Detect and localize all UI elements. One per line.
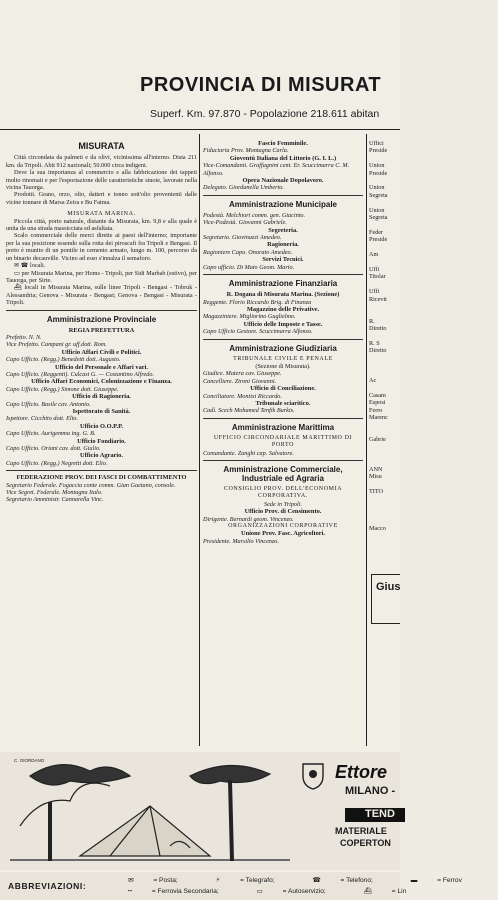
ragioniere-capo: Ragioniere Capo. Onorato Amedeo. <box>203 248 293 256</box>
header-rule <box>0 129 400 130</box>
right-column-line: Uffici <box>369 140 384 147</box>
privative-title: Magazzino delle Privative. <box>246 305 320 313</box>
cadi: Cadì. Scech Mohamed Tenfik Burkis. <box>203 407 295 415</box>
ad-coperton: COPERTON <box>340 838 391 848</box>
dogana-reggente: Reggente. Florio Riccardo Brig. di Finanza <box>203 298 312 306</box>
advertisement-banner <box>0 752 400 870</box>
post-icon: ✉ <box>14 262 20 270</box>
vice-podesta: Vice-Podestà. Giovanni Gabriele. <box>203 219 287 227</box>
ship-icon: ⛴ <box>363 888 372 895</box>
right-column-line: Segreta <box>369 191 388 199</box>
ship-lines: locali in Misurata Marina, sulle linee Tripoli - Bengasi - Tobruk - Alessandria; Genova - Misurata - Bengasi; Genova - Bengasi - Misurata - Tripoli. <box>6 284 197 307</box>
gil-vice: Vice-Comandanti. Graffagnini cent. Er. Scuccimarra C. M. Alfonso. <box>203 162 350 177</box>
city-description-2: Deve la sua importanza al commercio e alla fabbricazione dei tappeti molto rinomati e per l'esportazione delle caratteristiche stuoie, lavorate nella vicina Tauorga. <box>6 169 197 192</box>
vice-prefetto: Vice Prefetto. Campani gr. uff.dott. Rom. <box>6 341 107 349</box>
right-column-line <box>369 310 400 317</box>
right-column-line: Macco <box>369 525 386 533</box>
right-column-line <box>369 199 400 206</box>
privative-magazziniere: Magazziniere. Migliorino Guglielmo. <box>203 313 296 321</box>
vice-segretario: Vice Segret. Federale. Montagna Italo. <box>6 489 103 497</box>
agrario-capo: Capo Ufficio. (Regg.) Negretti dott. Elio. <box>6 459 108 467</box>
abbr-autoservizio: = Autoservizio; <box>282 888 326 895</box>
abbr-telegrafo: = Telegrafo; <box>240 877 275 884</box>
right-column-line: Am <box>369 251 379 259</box>
railway-icon: ▬ <box>410 877 418 884</box>
abbr-ferrovia: = Ferrov <box>437 877 462 884</box>
telegraph-icon: ⚡ <box>215 877 221 884</box>
right-column-line <box>369 333 400 340</box>
city-title: MISURATA <box>78 141 125 151</box>
ad-materiale: MATERIALE <box>335 826 387 836</box>
right-column-line <box>369 259 400 266</box>
tribunale-title: TRIBUNALE CIVILE E PENALE <box>233 355 333 362</box>
ragioneria-mun-title: Ragioneria. <box>267 241 299 249</box>
oopp-title: Ufficio O.O.P.P. <box>79 422 124 430</box>
segretario-federale: Segretario Federale. Fogaccia conte comm. Gian Gaetano, console. <box>6 481 176 489</box>
bus-icon: ▭ <box>14 269 20 277</box>
prefettura-title: REGIA PREFETTURA <box>68 326 135 334</box>
right-column-line: Titolar <box>369 273 386 281</box>
right-column-line <box>369 281 400 288</box>
consiglio-title: CONSIGLIO PROV. DELL'ECONOMIA CORPORATIVA. <box>223 486 343 500</box>
right-column-line: Diretto <box>369 325 387 333</box>
corporative-title: ORGANIZZAZIONI CORPORATIVE <box>228 523 338 530</box>
fondiario-title: Ufficio Fondiario. <box>77 437 126 445</box>
maritime-admin-title: Amministrazione Marittima <box>231 422 335 432</box>
right-column-line <box>369 355 400 362</box>
ragioneria-capo: Capo Ufficio. Basile cav. Antonio. <box>6 400 91 408</box>
artist-signature: C. GIORDANO <box>14 758 45 763</box>
dogana-title: R. Dogana di Misurata Marina. (Sezione) <box>226 291 340 299</box>
imposte-title: Ufficio delle Imposte e Tasse. <box>243 320 323 328</box>
dopolavoro-title: Opera Nazionale Dopolavoro. <box>242 177 324 185</box>
right-column-line: Preside <box>369 169 388 177</box>
secondary-railway-icon: ┅ <box>128 888 132 895</box>
consiglio-sede: Sede in Tripoli. <box>264 500 302 508</box>
telegraph-icon: ☎ <box>20 262 29 270</box>
telephone-icon: ☎ <box>312 877 321 884</box>
provincial-admin-title: Amministrazione Provinciale <box>46 314 157 324</box>
column-divider-1 <box>199 134 200 746</box>
right-column-line: Union <box>369 184 385 192</box>
economici-title: Ufficio Affari Economici, Colonizzazione e Finanza. <box>31 378 172 386</box>
podesta: Podestà. Melchiori comm. gen. Giacinto. <box>203 211 306 219</box>
right-column-line <box>369 370 400 377</box>
right-column-line: Preside <box>369 236 388 244</box>
abbreviations-row-1 <box>128 876 498 884</box>
right-column-line: R. <box>369 317 375 325</box>
right-column-line <box>369 303 400 310</box>
conciliazione-title: Ufficio di Conciliazione. <box>250 385 316 393</box>
right-column-line: TITO <box>369 488 383 496</box>
servizi-tecnici-title: Servizi Tecnici. <box>262 256 304 264</box>
fondiario-capo: Capo Ufficio. Oriani cav. dott. Giulio. <box>6 445 101 453</box>
ship-icon: ⛴ <box>14 284 22 292</box>
right-column-line: Feder <box>369 228 384 236</box>
segreteria-title: Segreteria. <box>268 226 298 234</box>
abbreviations-row-2 <box>128 887 442 895</box>
locali-label: locali. <box>30 262 46 270</box>
sanita-capo: Ispettore. Cicchito dott. Elio. <box>6 415 78 423</box>
right-column-line <box>369 384 400 391</box>
right-column-line <box>369 221 400 228</box>
right-column-line: Esposi <box>369 399 386 407</box>
tent-illustration <box>10 756 290 864</box>
municipal-admin-title: Amministrazione Municipale <box>228 199 338 209</box>
right-column-line <box>369 451 400 458</box>
abbr-linea: = Lin <box>391 888 407 895</box>
page-title: PROVINCIA DI MISURAT <box>140 74 382 96</box>
marina-description: Piccola città, porto naturale, distante da Misurata, km. 9,8 e alla quale è unita da una strada massicciata ed asfaltata. <box>6 217 197 233</box>
right-column-line: R. S <box>369 339 380 347</box>
post-icon: ✉ <box>128 877 134 884</box>
right-column-line <box>369 155 400 162</box>
personale-capo: Capo Ufficio. (Reggenti). Culcasi G. — Costantino Alfredo. <box>6 370 154 378</box>
unione-agricoltori-title: Unione Prov. Fasc. Agricoltori. <box>240 530 325 538</box>
right-column-line <box>369 429 400 436</box>
right-column-line: Misu <box>369 473 382 481</box>
agrario-title: Ufficio Agrario. <box>80 452 123 460</box>
judicial-admin-title: Amministrazione Giudiziaria <box>229 343 337 353</box>
fasci-title: FEDERAZIONE PROV. DEI FASCI DI COMBATTIMENTO <box>16 474 187 482</box>
middle-column <box>203 140 363 545</box>
crest-icon <box>300 760 326 790</box>
right-column-partial <box>369 140 400 533</box>
cancelliere: Cancelliere. Zironi Giovanni. <box>203 377 277 385</box>
marina-title: MISURATA MARINA. <box>67 210 136 218</box>
right-column-line: Segreta <box>369 214 388 222</box>
bus-lines: per Misurata Marina, per Homs - Tripoli, per Sidi Marbab (estivo), per Tauorga, per Sirte. <box>6 269 198 284</box>
right-column-line: Uffi <box>369 288 380 296</box>
ad-headline: TEND <box>345 808 405 822</box>
right-column-line: Marenc <box>369 414 388 422</box>
right-column-line <box>369 458 400 465</box>
right-column-line: Ac <box>369 377 377 384</box>
affari-civili-title: Ufficio Affari Civili e Politici. <box>61 348 142 356</box>
segretario-municipale: Segretario. Giovinazzi Amedeo. <box>203 234 282 242</box>
right-column-line: Gabrie <box>369 436 386 444</box>
right-column-line: Casam <box>369 391 386 399</box>
abbreviations-bar <box>0 872 462 900</box>
right-column-line <box>369 496 400 503</box>
city-description: Città circondata da palmeti e da olivi, vicinissima all'interno. Dista 211 km. da Tripoli. Abit 912 nazionali; 50.000 circa indigeni. <box>6 154 197 169</box>
city-products: Prodotti. Grano, orzo, olio, datteri e tonno sott'olio provenienti dalle vicine tonnare di Marsa Zeira e Bu Fatma. <box>6 191 197 206</box>
right-column-line <box>369 444 400 451</box>
oopp-capo: Capo Ufficio. Aurigemma ing. G. B. <box>6 430 96 438</box>
abbr-ferrovia-secondaria: = Ferrovia Secondaria; <box>151 888 219 895</box>
sanita-title: Ispettorato di Sanità. <box>72 408 131 415</box>
right-column-line: ANN <box>369 465 383 473</box>
ragioneria-title: Ufficio di Ragioneria. <box>72 393 131 401</box>
marina-description-2: Scalo commerciale delle merci dirette ai paesi dell'interno; importante per la sua posizione essendo sulla rotta dei piroscafi fra Tripoli e Bengasi. Il porto è munito di un pontile in cemento armato, lungo m. 100, percorso da un binario decauville. Vicino ad esso s'innalza il semaforo. <box>6 232 197 262</box>
economici-capo: Capo Ufficio. (Regg.) Simone dott. Giuseppe. <box>6 385 119 393</box>
affari-civili-capo: Capo Ufficio. (Regg.) Benedetti dott. Augusto. <box>6 356 121 364</box>
right-column-line: Preside <box>369 147 388 155</box>
financial-admin-title: Amministrazione Finanziaria <box>228 279 338 289</box>
bus-icon: ▭ <box>256 888 263 895</box>
column-divider-2 <box>366 134 367 746</box>
right-column-line: Union <box>369 162 385 170</box>
right-column-line <box>369 244 400 251</box>
right-column-line <box>369 518 400 525</box>
commercial-admin-title: Amministrazione Commerciale, Industriale ed Agraria <box>223 465 343 483</box>
right-column-line <box>369 503 400 510</box>
right-advertisement: Gius <box>371 574 400 624</box>
prefetto: Prefetto. N. N. <box>6 333 42 341</box>
gil-title: Gioventù Italiana del Littorio (G. I. L.) <box>229 154 337 162</box>
segretario-amministrativo: Segretario Amministr. Cannarella Vinc. <box>6 496 104 504</box>
page-subtitle: Superf. Km. 97.870 - Popolazione 218.611 abitan <box>150 108 380 120</box>
right-column-line: Ricevit <box>369 295 387 303</box>
right-column-line: Diretto <box>369 347 387 355</box>
left-column <box>6 140 197 504</box>
right-column-line: Uffi <box>369 265 380 273</box>
dopolavoro-delegato: Delegato. Giordanella Umberto. <box>203 184 284 192</box>
imposte-capo: Capo Ufficio Gestore. Scuccimarra Alfonso. <box>203 328 313 336</box>
unione-presidente: Presidente. Marsilio Vincenzo. <box>203 537 279 545</box>
censimento-title: Ufficio Prov. di Censimento. <box>244 508 322 516</box>
servizi-tecnici-capo: Capo ufficio. Di Maio Geom. Mario. <box>203 263 295 271</box>
sciaritico-title: Tribunale sciaritico. <box>255 399 311 407</box>
personale-title: Ufficio del Personale e Affari vari. <box>55 363 148 371</box>
right-column-line <box>369 177 400 184</box>
tribunale-sezione: (Sezione di Misurata). <box>255 362 311 370</box>
fascio-femminile-title: Fascio Femminile. <box>258 140 308 147</box>
giudice: Giudice. Matera cav. Giuseppe. <box>203 370 282 378</box>
circondariale-title: UFFICIO CIRCONDARIALE MARITTIMO DI PORTO <box>213 434 353 449</box>
fiduciaria: Fiduciaria Prov. Montagna Carla. <box>203 147 289 155</box>
right-column-line: Ferro <box>369 406 383 414</box>
conciliatore: Conciliatore. Montixi Riccardo. <box>203 392 282 400</box>
right-column-line: Union <box>369 206 385 214</box>
abbreviations-title: ABBREVIAZIONI: <box>8 881 87 891</box>
right-column-line <box>369 362 400 369</box>
right-column-line <box>369 481 400 488</box>
abbr-telefono: = Telefono; <box>340 877 373 884</box>
ad-city: MILANO - <box>345 785 396 797</box>
ad-brand: Ettore <box>335 762 388 782</box>
comandante: Comandante. Zanghi cap. Salvatore. <box>203 449 294 457</box>
censimento-dirigente: Dirigente. Bernardi geom. Vincenzo. <box>203 515 294 523</box>
abbr-posta: = Posta; <box>153 877 178 884</box>
right-column-line <box>369 421 400 428</box>
right-column-line <box>369 510 400 517</box>
